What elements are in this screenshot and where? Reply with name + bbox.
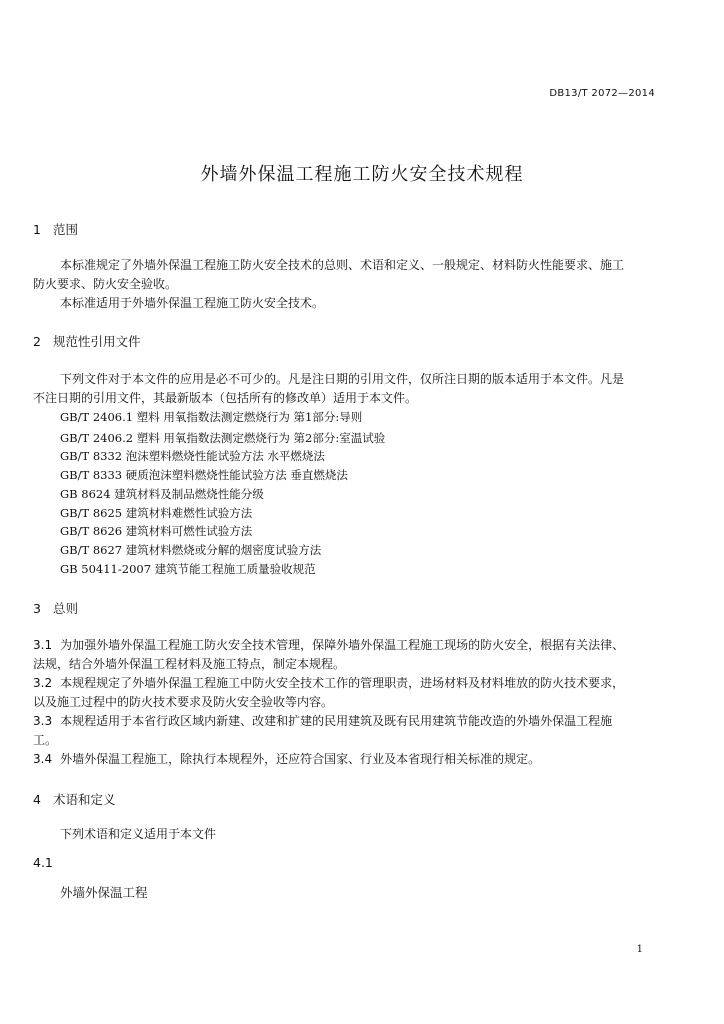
section-heading-scope: [33, 220, 78, 238]
normative-intro-line: 下列文件对于本文件的应用是必不可少的。凡是注日期的引用文件，仅所注日期的版本适用于本文件。凡是: [60, 372, 625, 386]
reference-item: GB/T 2406.1 塑料 用氧指数法测定燃烧行为 第1部分:导则: [60, 410, 363, 424]
clause-3-4: [33, 750, 540, 767]
section-title: 范围: [53, 222, 79, 237]
clause-text-line: 法规，结合外墙外保温工程材料及施工特点，制定本规程。: [33, 657, 346, 671]
clause-3-2: [33, 674, 624, 691]
section-heading-normative-references: [33, 332, 141, 350]
normative-intro-line: 不注日期的引用文件，其最新版本（包括所有的修改单）适用于本文件。: [33, 391, 418, 405]
reference-item: GB 8624 建筑材料及制品燃烧性能分级: [60, 487, 264, 501]
document-code: DB13/T 2072—2014: [549, 88, 655, 99]
clause-3-3: [33, 712, 612, 729]
section-number: 4: [33, 792, 41, 807]
terms-intro: 下列术语和定义适用于本文件: [60, 827, 217, 841]
page-number: 1: [636, 944, 643, 955]
scope-paragraph-line: 本标准规定了外墙外保温工程施工防火安全技术的总则、术语和定义、一般规定、材料防火性能要求、施工: [60, 258, 625, 272]
term-title: 外墙外保温工程: [60, 885, 148, 900]
clause-number: 3.1: [33, 638, 53, 652]
clause-number: 3.2: [33, 676, 53, 690]
reference-item: GB/T 8332 泡沫塑料燃烧性能试验方法 水平燃烧法: [60, 449, 325, 463]
section-heading-terms: [33, 790, 116, 808]
reference-item: GB/T 8627 建筑材料燃烧或分解的烟密度试验方法: [60, 543, 322, 557]
clause-text: 本规程适用于本省行政区域内新建、改建和扩建的民用建筑及既有民用建筑节能改造的外墙外保温工程施: [60, 714, 613, 728]
section-number: 2: [33, 334, 41, 349]
reference-item: GB/T 2406.2 塑料 用氧指数法测定燃烧行为 第2部分:室温试验: [60, 431, 386, 445]
scope-paragraph-line: 防火要求、防火安全验收。: [33, 277, 178, 291]
term-number: 4.1: [33, 855, 53, 870]
section-number: 3: [33, 601, 41, 616]
clause-text: 本规程规定了外墙外保温工程施工中防火安全技术工作的管理职责，进场材料及材料堆放的防火技术要求，: [60, 676, 625, 690]
section-title: 总则: [53, 601, 79, 616]
clause-number: 3.3: [33, 714, 53, 728]
scope-paragraph: 本标准适用于外墙外保温工程施工防火安全技术。: [60, 296, 325, 310]
reference-item: GB/T 8625 建筑材料难燃性试验方法: [60, 506, 253, 520]
clause-text-line: 工。: [33, 733, 58, 747]
section-title: 规范性引用文件: [53, 334, 141, 349]
clause-text: 为加强外墙外保温工程施工防火安全技术管理，保障外墙外保温工程施工现场的防火安全，根据有关法律、: [60, 638, 625, 652]
section-number: 1: [33, 222, 41, 237]
section-title: 术语和定义: [53, 792, 116, 807]
clause-text-line: 以及施工过程中的防火技术要求及防火安全验收等内容。: [33, 695, 334, 709]
clause-number: 3.4: [33, 752, 53, 766]
page-title: 外墙外保温工程施工防火安全技术规程: [200, 164, 524, 185]
clause-text: 外墙外保温工程施工，除执行本规程外，还应符合国家、行业及本省现行相关标准的规定。: [60, 752, 541, 766]
reference-item: GB/T 8333 硬质泡沫塑料燃烧性能试验方法 垂直燃烧法: [60, 468, 348, 482]
reference-item: GB/T 8626 建筑材料可燃性试验方法: [60, 524, 253, 538]
section-heading-general: [33, 599, 78, 617]
reference-item: GB 50411-2007 建筑节能工程施工质量验收规范: [60, 562, 316, 576]
clause-3-1: [33, 636, 624, 653]
